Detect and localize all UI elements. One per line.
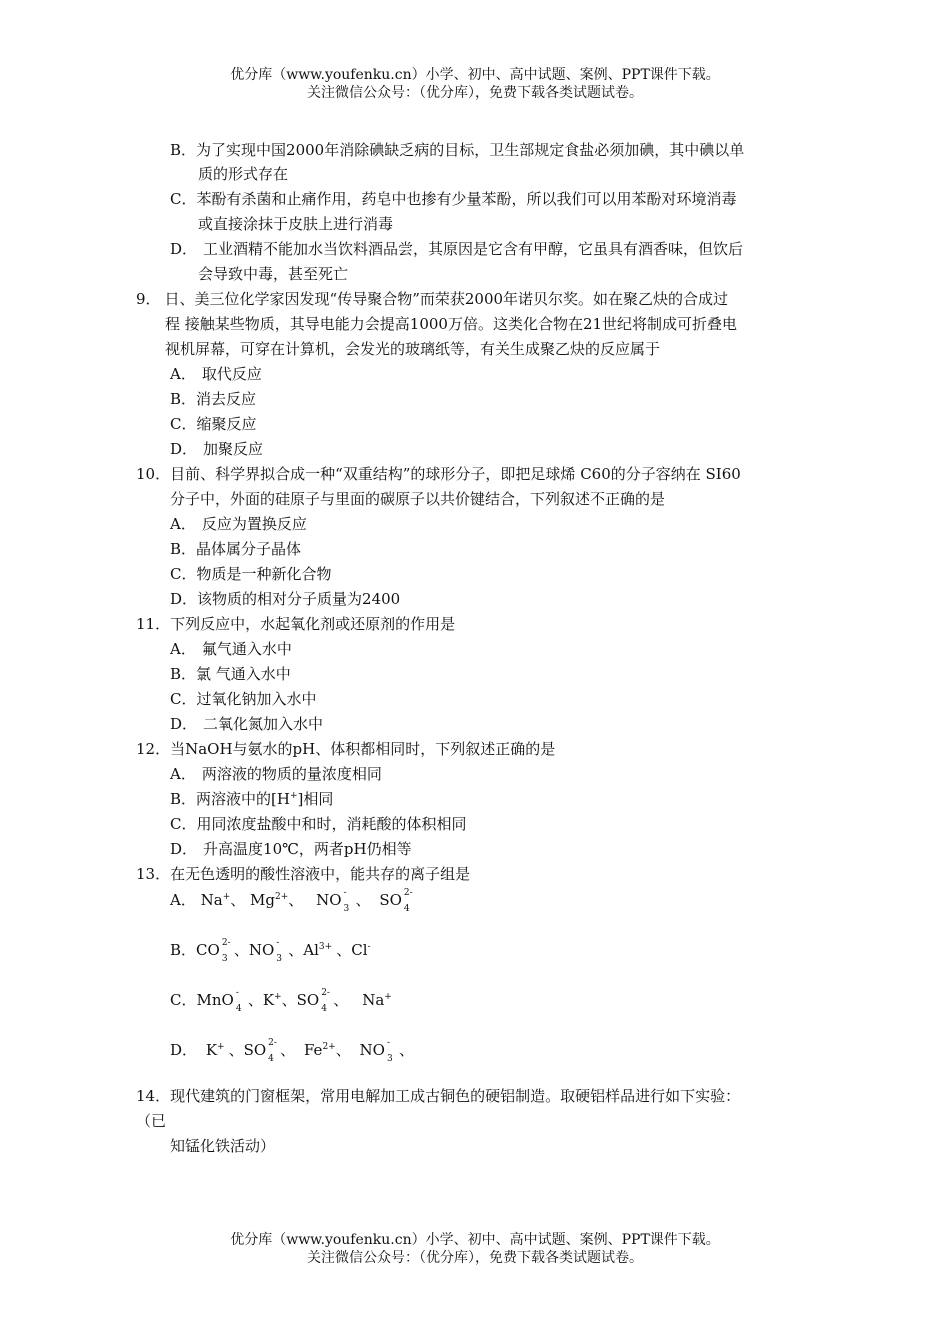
separator: 、 bbox=[398, 1041, 414, 1059]
separator: 、 bbox=[335, 1041, 351, 1059]
option-label: D． bbox=[170, 840, 198, 858]
option-label: D． bbox=[170, 1041, 198, 1059]
ion-charge: 2- bbox=[321, 988, 330, 998]
superscript: + bbox=[289, 791, 298, 801]
ion-subscript: 4 bbox=[235, 1004, 242, 1014]
ion: Al bbox=[303, 941, 319, 959]
q14-stem bbox=[136, 1086, 740, 1106]
option-label: D． bbox=[170, 590, 198, 608]
separator: 、 bbox=[336, 941, 352, 959]
q9-option-b bbox=[170, 389, 256, 409]
q10-option-d bbox=[170, 589, 400, 609]
ion-charge-stack bbox=[402, 888, 416, 914]
ion-charge: 2- bbox=[268, 1038, 277, 1048]
ion: Fe bbox=[303, 1041, 323, 1059]
q14-stem-line3: 知锰化铁活动） bbox=[170, 1137, 276, 1155]
option-label: D． bbox=[170, 440, 198, 458]
q10-option-a bbox=[170, 514, 307, 534]
q11-option-d bbox=[170, 714, 323, 734]
ion-charge-stack bbox=[234, 988, 248, 1014]
ion-subscript: 3 bbox=[386, 1054, 393, 1064]
option-label: D． bbox=[170, 715, 198, 733]
ion-charge: + bbox=[274, 992, 282, 1002]
ion-subscript: 4 bbox=[268, 1054, 274, 1064]
q9-option-a bbox=[170, 364, 262, 384]
q11-stem bbox=[136, 614, 455, 634]
q10-stem bbox=[136, 464, 741, 484]
q10-option-c bbox=[170, 564, 332, 584]
q13-option-a bbox=[170, 890, 416, 913]
option-label: B． bbox=[170, 390, 197, 408]
question-number: 14． bbox=[136, 1087, 171, 1105]
ion-charge: 2+ bbox=[275, 892, 289, 902]
ion-charge-stack bbox=[274, 938, 288, 964]
option-text: 二氧化氮加入水中 bbox=[203, 715, 324, 733]
q8-option-b-cont: 质的形式存在 bbox=[198, 165, 289, 183]
page-header bbox=[0, 66, 950, 102]
ion-charge-stack bbox=[319, 988, 333, 1014]
option-label: B． bbox=[170, 941, 197, 959]
ion-charge: - bbox=[235, 988, 239, 998]
q8-option-b bbox=[170, 140, 744, 160]
option-text: ]相同 bbox=[297, 790, 334, 808]
option-text: 加聚反应 bbox=[203, 440, 264, 458]
q11-option-c bbox=[170, 689, 317, 709]
option-text: 过氧化钠加入水中 bbox=[196, 690, 317, 708]
option-text: 苯酚有杀菌和止痛作用，药皂中也掺有少量苯酚，所以我们可以用苯酚对环境消毒 bbox=[196, 190, 737, 208]
question-number: 10． bbox=[136, 465, 171, 483]
ion: Na bbox=[362, 991, 385, 1009]
header-line-1: 优分库（www.youfenku.cn）小学、初中、高中试题、案例、PPT课件下载。 bbox=[230, 67, 720, 83]
q11-option-b bbox=[170, 664, 291, 684]
ion-subscript: 4 bbox=[403, 904, 410, 914]
option-label: C． bbox=[170, 415, 197, 433]
separator: 、 bbox=[281, 991, 297, 1009]
q8-option-c-cont: 或直接涂抹于皮肤上进行消毒 bbox=[198, 215, 394, 233]
q12-option-c bbox=[170, 814, 467, 834]
ion: SO bbox=[296, 991, 320, 1009]
separator: 、 bbox=[233, 941, 249, 959]
option-label: A． bbox=[170, 640, 196, 658]
question-text: 现代建筑的门窗框架，常用电解加工成古铜色的硬铝制造。取硬铝样品进行如下实验： bbox=[170, 1087, 741, 1105]
ion-charge: 3+ bbox=[318, 942, 333, 952]
ion: NO bbox=[248, 941, 275, 959]
ion-subscript: 3 bbox=[276, 954, 282, 964]
option-label: C． bbox=[170, 815, 197, 833]
q12-option-d bbox=[170, 839, 412, 859]
option-label: C． bbox=[170, 991, 197, 1009]
option-text: 为了实现中国2000年消除碘缺乏病的目标，卫生部规定食盐必须加碘，其中碘以单 bbox=[196, 141, 745, 159]
separator: 、 bbox=[288, 941, 304, 959]
separator: 、 bbox=[247, 991, 263, 1009]
q8-option-c bbox=[170, 189, 737, 209]
option-text: 两溶液中的[H bbox=[196, 790, 290, 808]
q9-stem bbox=[136, 289, 728, 309]
separator: 、 bbox=[230, 891, 246, 909]
ion: CO bbox=[196, 941, 220, 959]
question-number: 13． bbox=[136, 865, 171, 883]
option-label: A． bbox=[170, 891, 196, 909]
separator: 、 bbox=[228, 1041, 244, 1059]
q13-stem bbox=[136, 864, 470, 884]
q9-option-d bbox=[170, 439, 263, 459]
q8-option-d-cont: 会导致中毒，甚至死亡 bbox=[198, 265, 349, 283]
ion-subscript: 4 bbox=[321, 1004, 327, 1014]
footer-line-2: 关注微信公众号：（优分库），免费下载各类试题试卷。 bbox=[307, 1250, 643, 1266]
question-text: 在无色透明的酸性溶液中，能共存的离子组是 bbox=[170, 865, 471, 883]
separator: 、 bbox=[288, 891, 304, 909]
option-text: 工业酒精不能加水当饮料酒品尝，其原因是它含有甲醇，它虽具有酒香味，但饮后 bbox=[203, 240, 744, 258]
option-text: 缩聚反应 bbox=[196, 415, 257, 433]
option-label: C． bbox=[170, 690, 197, 708]
option-label: D． bbox=[170, 240, 198, 258]
question-text: 目前、科学界拟合成一种“双重结构”的球形分子，即把足球烯 C60的分子容纳在 SI60 bbox=[170, 465, 741, 483]
ion: NO bbox=[359, 1041, 385, 1059]
option-label: A． bbox=[170, 365, 196, 383]
option-text: 反应为置换反应 bbox=[201, 515, 307, 533]
ion-charge: 2- bbox=[221, 938, 231, 948]
option-label: B． bbox=[170, 790, 197, 808]
separator: 、 bbox=[280, 1041, 296, 1059]
option-text: 晶体属分子晶体 bbox=[196, 540, 302, 558]
option-label: C． bbox=[170, 190, 197, 208]
ion: SO bbox=[243, 1041, 267, 1059]
ion: Cl bbox=[351, 941, 368, 959]
separator: 、 bbox=[355, 891, 371, 909]
ion: K bbox=[205, 1041, 218, 1059]
q9-stem-line3: 视机屏幕，可穿在计算机，会发光的玻璃纸等，有关生成聚乙炔的反应属于 bbox=[165, 340, 661, 358]
option-text: 该物质的相对分子质量为2400 bbox=[197, 590, 401, 608]
option-text: 升高温度10℃，两者pH仍相等 bbox=[203, 840, 412, 858]
option-label: B． bbox=[170, 665, 197, 683]
ion: K bbox=[262, 991, 275, 1009]
question-text: 下列反应中，水起氧化剂或还原剂的作用是 bbox=[170, 615, 456, 633]
ion-charge: - bbox=[276, 938, 280, 948]
option-text: 两溶液的物质的量浓度相同 bbox=[201, 765, 382, 783]
option-text: 氯 气通入水中 bbox=[196, 665, 291, 683]
q8-option-d bbox=[170, 239, 743, 259]
ion-charge: + bbox=[217, 1042, 225, 1052]
ion-charge: 2+ bbox=[322, 1042, 336, 1052]
ion: Na bbox=[200, 891, 223, 909]
q13-option-b bbox=[170, 940, 371, 963]
ion: SO bbox=[379, 891, 402, 909]
option-text: 用同浓度盐酸中和时，消耗酸的体积相同 bbox=[196, 815, 467, 833]
q13-option-d bbox=[170, 1040, 414, 1063]
q9-option-c bbox=[170, 414, 257, 434]
option-label: B． bbox=[170, 141, 197, 159]
option-label: A． bbox=[170, 515, 196, 533]
footer-line-1: 优分库（www.youfenku.cn）小学、初中、高中试题、案例、PPT课件下载。 bbox=[230, 1232, 720, 1248]
option-label: A． bbox=[170, 765, 196, 783]
question-number: 9． bbox=[136, 290, 161, 308]
ion-charge: + bbox=[384, 992, 392, 1002]
ion-charge: 2- bbox=[403, 888, 413, 898]
question-number: 11． bbox=[136, 615, 171, 633]
q14-stem-line2: （已 bbox=[136, 1112, 167, 1130]
ion: NO bbox=[316, 891, 342, 909]
question-text: 当NaOH与氨水的pH、体积都相同时，下列叙述正确的是 bbox=[170, 740, 556, 758]
q12-stem bbox=[136, 739, 555, 759]
ion-charge-stack bbox=[220, 938, 234, 964]
q10-option-b bbox=[170, 539, 301, 559]
question-text: 日、美三位化学家因发现“传导聚合物”而荣获2000年诺贝尔奖。如在聚乙炔的合成过 bbox=[164, 290, 729, 308]
q9-stem-line2: 程 接触某些物质，其导电能力会提高1000万倍。这类化合物在21世纪将制成可折叠电 bbox=[165, 315, 738, 333]
option-text: 物质是一种新化合物 bbox=[196, 565, 332, 583]
q12-option-a bbox=[170, 764, 382, 784]
ion-charge: - bbox=[367, 942, 371, 952]
ion-subscript: 3 bbox=[221, 954, 228, 964]
ion: Mg bbox=[250, 891, 276, 909]
q10-stem-line2: 分子中，外面的硅原子与里面的碳原子以共价键结合，下列叙述不正确的是 bbox=[170, 490, 666, 508]
ion: MnO bbox=[196, 991, 234, 1009]
ion-charge: - bbox=[386, 1038, 390, 1048]
ion-charge: - bbox=[343, 888, 347, 898]
option-label: B． bbox=[170, 540, 197, 558]
ion-charge-stack bbox=[342, 888, 356, 914]
option-text: 取代反应 bbox=[201, 365, 262, 383]
ion-charge: + bbox=[222, 892, 231, 902]
q12-option-b bbox=[170, 789, 333, 812]
q13-option-c bbox=[170, 990, 392, 1013]
page-footer bbox=[0, 1231, 950, 1267]
option-text: 氟气通入水中 bbox=[201, 640, 292, 658]
ion-charge-stack bbox=[385, 1038, 399, 1064]
ion-charge-stack bbox=[266, 1038, 280, 1064]
question-number: 12． bbox=[136, 740, 171, 758]
q11-option-a bbox=[170, 639, 292, 659]
header-line-2: 关注微信公众号：（优分库），免费下载各类试题试卷。 bbox=[307, 85, 643, 101]
separator: 、 bbox=[333, 991, 349, 1009]
option-label: C． bbox=[170, 565, 197, 583]
option-text: 消去反应 bbox=[196, 390, 257, 408]
ion-subscript: 3 bbox=[343, 904, 350, 914]
